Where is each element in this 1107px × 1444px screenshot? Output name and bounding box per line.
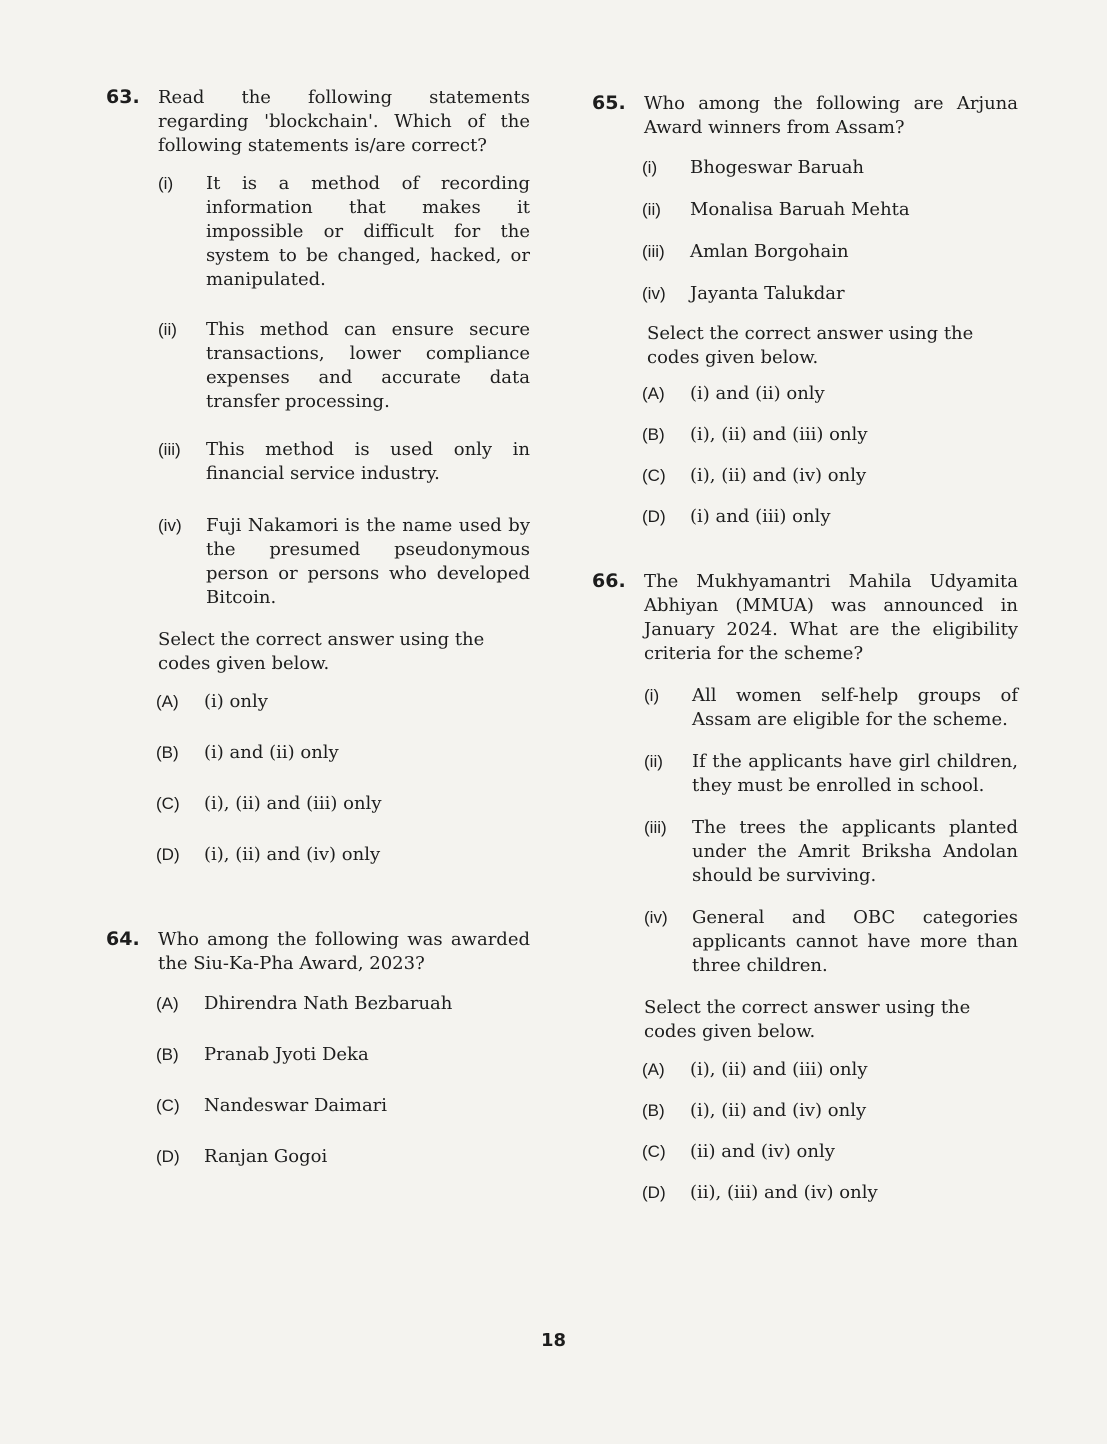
statement — [592, 906, 1018, 978]
statement — [592, 750, 1018, 798]
statement-text: Fuji Nakamori is the name used by the presumed pseudonymous person or persons who developed Bitcoin. — [206, 515, 530, 608]
option-text: (ii), (iii) and (iv) only — [690, 1182, 878, 1203]
question-text: Who among the following are Arjuna Award winners from Assam? — [644, 93, 1018, 138]
question-65 — [592, 92, 1018, 546]
question-number: 64. — [106, 928, 140, 950]
option-b — [592, 423, 1018, 464]
option-label: (D) — [156, 1147, 180, 1166]
question-64 — [106, 928, 530, 1196]
option-label: (A) — [642, 1060, 665, 1079]
option-c — [592, 464, 1018, 505]
option-label: (B) — [642, 1101, 665, 1120]
list-item — [592, 282, 1018, 316]
option-text: (i), (ii) and (iii) only — [690, 1059, 868, 1080]
question-number: 66. — [592, 570, 626, 592]
statement-label: (i) — [158, 174, 174, 193]
option-b — [106, 741, 530, 792]
option-text: (i) only — [204, 691, 268, 712]
option-d — [592, 1181, 1018, 1222]
option-label: (D) — [156, 845, 180, 864]
option-text: Dhirendra Nath Bezbaruah — [204, 993, 453, 1014]
option-a — [106, 992, 530, 1043]
option-label: (A) — [642, 384, 665, 403]
statement — [106, 172, 530, 292]
answer-prompt: Select the correct answer using the codes given below. — [647, 323, 974, 368]
option-a — [592, 1058, 1018, 1099]
name-list — [592, 156, 1018, 316]
statement — [106, 438, 530, 486]
statement-label: (i) — [644, 686, 660, 705]
option-label: (B) — [156, 1045, 179, 1064]
option-label: (C) — [156, 1096, 180, 1115]
list-item-label: (iii) — [642, 242, 665, 261]
list-item-text: Bhogeswar Baruah — [690, 157, 865, 178]
statement-label: (iii) — [158, 440, 181, 459]
statement-label: (ii) — [644, 752, 663, 771]
option-a — [592, 382, 1018, 423]
option-label: (C) — [642, 466, 666, 485]
question-text: The Mukhyamantri Mahila Udyamita Abhiyan (MMUA) was announced in January 2024. What are the eligibility criteria for the scheme? — [644, 571, 1018, 664]
option-d — [592, 505, 1018, 546]
option-label: (B) — [642, 425, 665, 444]
statement — [592, 684, 1018, 732]
list-item-text: Jayanta Talukdar — [690, 283, 845, 304]
statement-text: All women self-help groups of Assam are eligible for the scheme. — [692, 685, 1018, 730]
page-number: 18 — [540, 1330, 567, 1351]
option-text: (i), (ii) and (iv) only — [690, 465, 867, 486]
question-text: Read the following statements regarding 'blockchain'. Which of the following statements is/are correct? — [158, 87, 530, 156]
question-number: 65. — [592, 92, 626, 114]
statement-label: (iv) — [644, 908, 668, 927]
option-text: (i) and (ii) only — [690, 383, 825, 404]
statement-text: If the applicants have girl children, they must be enrolled in school. — [692, 751, 1018, 796]
option-label: (A) — [156, 994, 179, 1013]
statement-text: This method can ensure secure transactions, lower compliance expenses and accurate data transfer processing. — [206, 319, 530, 412]
statement — [106, 318, 530, 414]
list-item — [592, 198, 1018, 240]
statement-list — [592, 684, 1018, 978]
option-label: (C) — [642, 1142, 666, 1161]
statement — [106, 514, 530, 610]
option-label: (D) — [642, 507, 666, 526]
option-b — [106, 1043, 530, 1094]
list-item-label: (ii) — [642, 200, 661, 219]
option-c — [106, 1094, 530, 1145]
option-text: (ii) and (iv) only — [690, 1141, 835, 1162]
option-text: (i), (ii) and (iv) only — [690, 1100, 867, 1121]
option-text: (i), (ii) and (iii) only — [204, 793, 382, 814]
option-list — [106, 992, 530, 1196]
option-text: (i) and (ii) only — [204, 742, 339, 763]
statement-label: (iv) — [158, 516, 182, 535]
right-column — [592, 92, 1018, 1222]
question-text: Who among the following was awarded the Siu-Ka-Pha Award, 2023? — [158, 929, 530, 974]
option-c — [592, 1140, 1018, 1181]
statement-text: The trees the applicants planted under the Amrit Briksha Andolan should be surviving. — [692, 817, 1018, 886]
statement-label: (iii) — [644, 818, 667, 837]
option-label: (B) — [156, 743, 179, 762]
answer-prompt: Select the correct answer using the codes given below. — [644, 997, 971, 1042]
option-text: Ranjan Gogoi — [204, 1146, 328, 1167]
option-d — [106, 1145, 530, 1196]
option-list — [592, 1058, 1018, 1222]
list-item — [592, 240, 1018, 282]
option-list — [106, 690, 530, 894]
question-number: 63. — [106, 86, 140, 108]
list-item-label: (iv) — [642, 284, 666, 303]
statement-text: It is a method of recording information that makes it impossible or difficult for the system to be changed, hacked, or manipulated. — [206, 173, 530, 290]
list-item-label: (i) — [642, 158, 658, 177]
option-label: (C) — [156, 794, 180, 813]
statement-text: This method is used only in financial service industry. — [206, 439, 530, 484]
option-list — [592, 382, 1018, 546]
option-label: (A) — [156, 692, 179, 711]
question-66 — [592, 570, 1018, 1222]
option-d — [106, 843, 530, 894]
option-text: (i) and (iii) only — [690, 506, 831, 527]
option-b — [592, 1099, 1018, 1140]
option-text: (i), (ii) and (iii) only — [690, 424, 868, 445]
list-item-text: Amlan Borgohain — [690, 241, 849, 262]
statement-text: General and OBC categories applicants cannot have more than three children. — [692, 907, 1018, 976]
question-63 — [106, 86, 530, 894]
option-text: (i), (ii) and (iv) only — [204, 844, 381, 865]
option-label: (D) — [642, 1183, 666, 1202]
list-item-text: Monalisa Baruah Mehta — [690, 199, 910, 220]
answer-prompt: Select the correct answer using the codes given below. — [158, 629, 485, 674]
statement-label: (ii) — [158, 320, 177, 339]
option-text: Nandeswar Daimari — [204, 1095, 388, 1116]
statement — [592, 816, 1018, 888]
left-column — [106, 86, 530, 1196]
option-text: Pranab Jyoti Deka — [204, 1044, 369, 1065]
list-item — [592, 156, 1018, 198]
option-c — [106, 792, 530, 843]
statement-list — [106, 172, 530, 610]
option-a — [106, 690, 530, 741]
